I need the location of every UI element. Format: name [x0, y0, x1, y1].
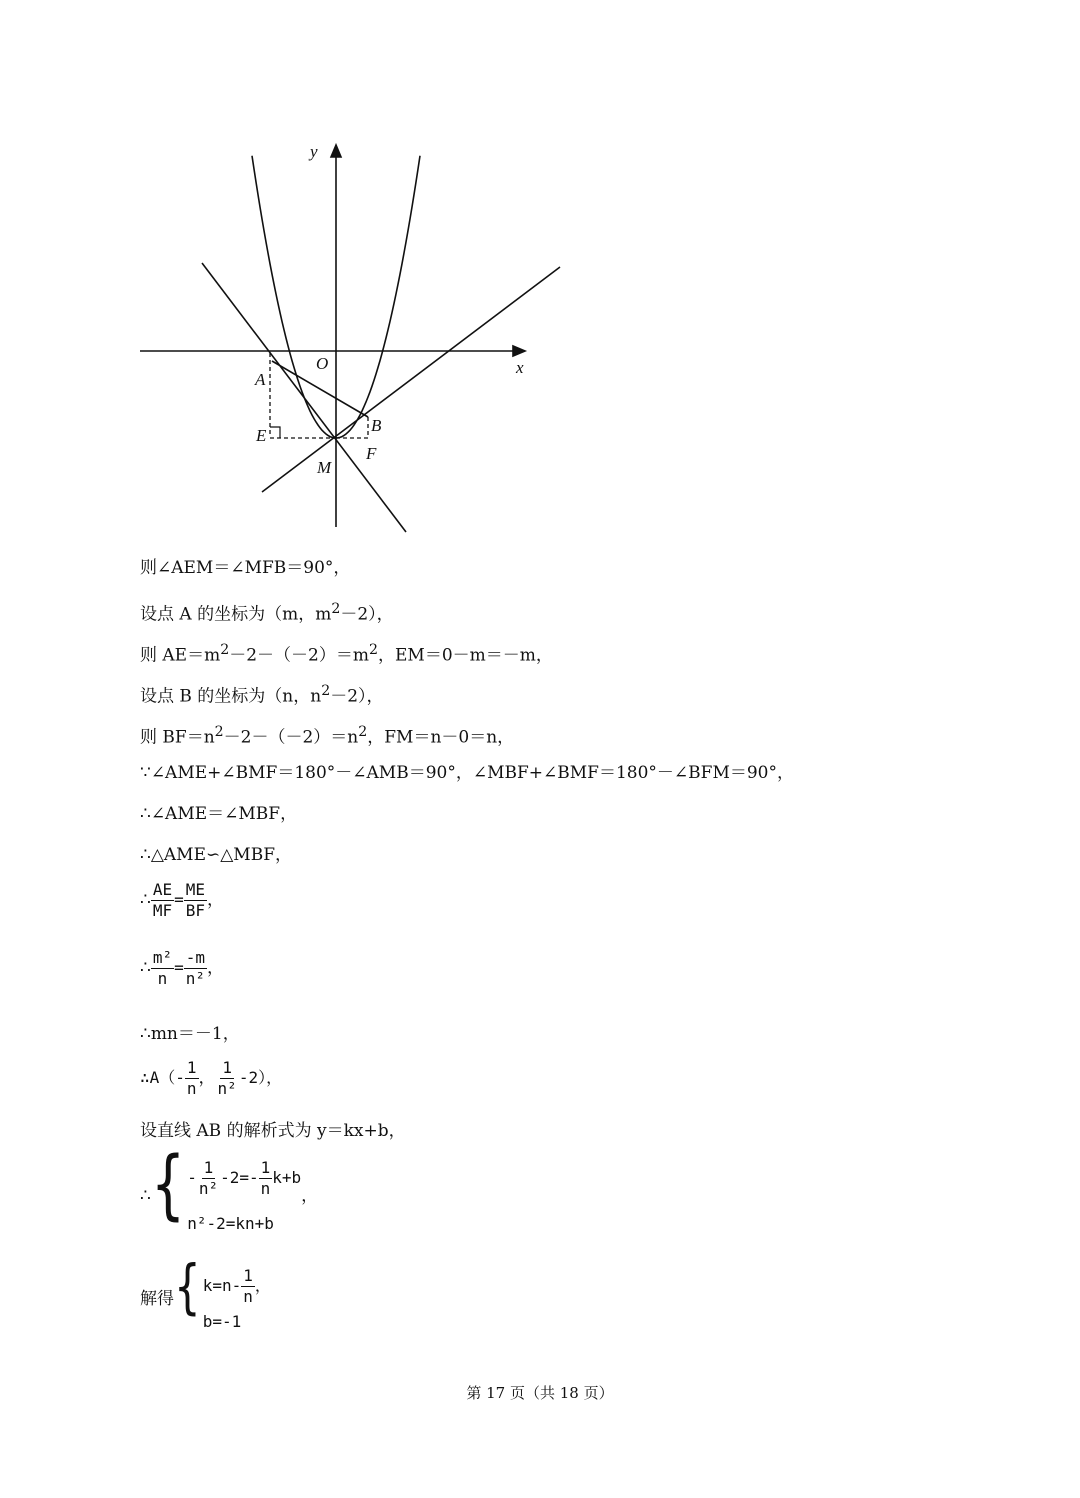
step-14-prefix: ∴	[140, 1186, 151, 1206]
step-8-text: ∴△AME∽△MBF，	[140, 845, 292, 865]
eq-text: ，	[254, 1276, 271, 1295]
step-6-text: ∵∠AME+∠BMF＝180°－∠AMB＝90°，∠MBF+∠BMF＝180°－∠BFM＝90°，	[140, 763, 794, 783]
solution-rows	[203, 1266, 271, 1333]
eq-text: -2=-	[220, 1168, 259, 1187]
step-3-text-c: ，EM＝0－m＝－m，	[378, 645, 553, 666]
step-8	[140, 844, 292, 866]
equation-row-2: n²-2=kn+b	[187, 1214, 274, 1233]
fraction-denominator: MF	[152, 901, 173, 920]
equals-sign: =	[174, 958, 184, 977]
eq-text: k=n-	[202, 1276, 242, 1295]
step-5-sup-1: 2	[214, 724, 224, 740]
eq-text: k+b	[272, 1168, 302, 1187]
step-5-text-c: ，FM＝n－0＝n，	[367, 727, 515, 748]
eq-text: -	[187, 1168, 197, 1187]
label-e: E	[256, 426, 267, 445]
equation-rows	[187, 1158, 301, 1235]
step-12-comma: ，	[198, 1068, 216, 1088]
step-5	[140, 721, 514, 749]
line-bm	[262, 267, 560, 492]
fraction-numerator: 1	[203, 1158, 214, 1177]
label-x: x	[516, 358, 524, 377]
fraction-denominator: n	[260, 1179, 271, 1198]
step-14-suffix: ，	[301, 1186, 319, 1206]
fraction-1-n2	[216, 1058, 239, 1099]
step-1-text: 则∠AEM＝∠MFB＝90°，	[140, 558, 351, 578]
fraction-numerator: -m	[185, 948, 205, 967]
fraction-1-n	[185, 1058, 199, 1099]
step-9	[140, 880, 224, 921]
x-axis-arrow	[513, 346, 525, 356]
label-f: F	[366, 444, 377, 463]
step-6	[140, 762, 794, 784]
step-3-text-a: 则 AE＝m	[140, 645, 221, 666]
label-y: y	[310, 142, 318, 161]
y-axis-arrow	[331, 145, 341, 157]
step-7	[140, 803, 297, 825]
step-14	[140, 1139, 319, 1235]
step-7-text: ∴∠AME＝∠MBF，	[140, 804, 298, 824]
step-13	[140, 1120, 406, 1142]
step-12	[140, 1058, 282, 1099]
fraction-ae-mf	[151, 880, 174, 921]
fraction-numerator: m²	[152, 948, 173, 967]
fraction-1-n2	[197, 1158, 220, 1199]
step-11-text: ∴mn＝－1，	[140, 1024, 240, 1044]
label-a: A	[255, 370, 266, 389]
step-4-sup: 2	[321, 683, 331, 699]
label-m: M	[317, 458, 332, 477]
step-9-suffix: ，	[207, 890, 224, 910]
fraction-1-n	[259, 1158, 273, 1199]
fraction-m2-n	[151, 948, 174, 989]
solution-row-2: b=-1	[202, 1312, 242, 1331]
step-10-prefix: ∴	[140, 958, 151, 978]
fraction-1-n	[241, 1266, 255, 1307]
step-3-sup-1: 2	[220, 642, 230, 658]
step-10-suffix: ，	[207, 958, 224, 978]
step-15-prefix: 解得	[140, 1289, 174, 1309]
step-11	[140, 1023, 240, 1045]
fraction-denominator: n²	[217, 1079, 237, 1098]
step-10	[140, 948, 224, 989]
step-13-text: 设直线 AB 的解析式为 y＝kx+b，	[140, 1121, 406, 1141]
step-4-text-a: 设点 B 的坐标为（n，n	[140, 686, 322, 707]
step-5-text-b: －2－（－2）＝n	[223, 727, 359, 748]
solution-row-1	[203, 1266, 271, 1307]
fraction-numerator: 1	[260, 1158, 271, 1177]
step-3-text-b: －2－（－2）＝m	[229, 645, 369, 666]
step-15	[140, 1252, 271, 1333]
page-footer: 第 17 页（共 18 页）	[466, 1384, 614, 1402]
fraction-denominator: n	[157, 969, 168, 988]
solution-system	[174, 1252, 271, 1333]
fraction-denominator: n²	[198, 1179, 219, 1198]
equation-row-1	[187, 1158, 301, 1199]
fraction-numerator: ME	[185, 880, 205, 899]
step-5-sup-2: 2	[358, 724, 368, 740]
fraction-numerator: AE	[152, 880, 173, 899]
fraction-numerator: 1	[186, 1058, 197, 1077]
step-12-suffix: -2），	[238, 1068, 283, 1087]
parabola-figure	[130, 135, 570, 535]
line-am	[202, 263, 406, 532]
equation-system	[150, 1139, 302, 1235]
fraction-denominator: n	[186, 1079, 197, 1098]
fraction-denominator: BF	[185, 901, 205, 920]
step-1	[140, 557, 350, 579]
step-12-prefix: ∴A（-	[140, 1068, 185, 1087]
label-b: B	[371, 416, 382, 435]
brace-icon: {	[150, 1139, 186, 1228]
fraction-numerator: 1	[222, 1058, 232, 1077]
step-4-text-b: －2），	[330, 686, 384, 707]
step-5-text-a: 则 BF＝n	[140, 727, 215, 748]
step-2	[140, 598, 394, 626]
fraction-denominator: n	[243, 1287, 253, 1306]
label-o: O	[316, 354, 329, 373]
right-angle-mark	[270, 427, 280, 438]
step-3	[140, 639, 553, 667]
step-2-text-b: －2），	[340, 604, 394, 625]
step-3-sup-2: 2	[369, 642, 379, 658]
fraction-numerator: 1	[243, 1266, 253, 1285]
fraction-me-bf	[184, 880, 207, 921]
fraction-denominator: n²	[185, 969, 205, 988]
step-4	[140, 680, 384, 708]
fraction-negm-n2	[184, 948, 207, 989]
step-9-prefix: ∴	[140, 890, 151, 910]
step-2-text-a: 设点 A 的坐标为（m，m	[140, 604, 332, 625]
brace-icon: {	[174, 1252, 201, 1322]
equals-sign: =	[174, 890, 184, 909]
step-2-sup: 2	[331, 601, 341, 617]
